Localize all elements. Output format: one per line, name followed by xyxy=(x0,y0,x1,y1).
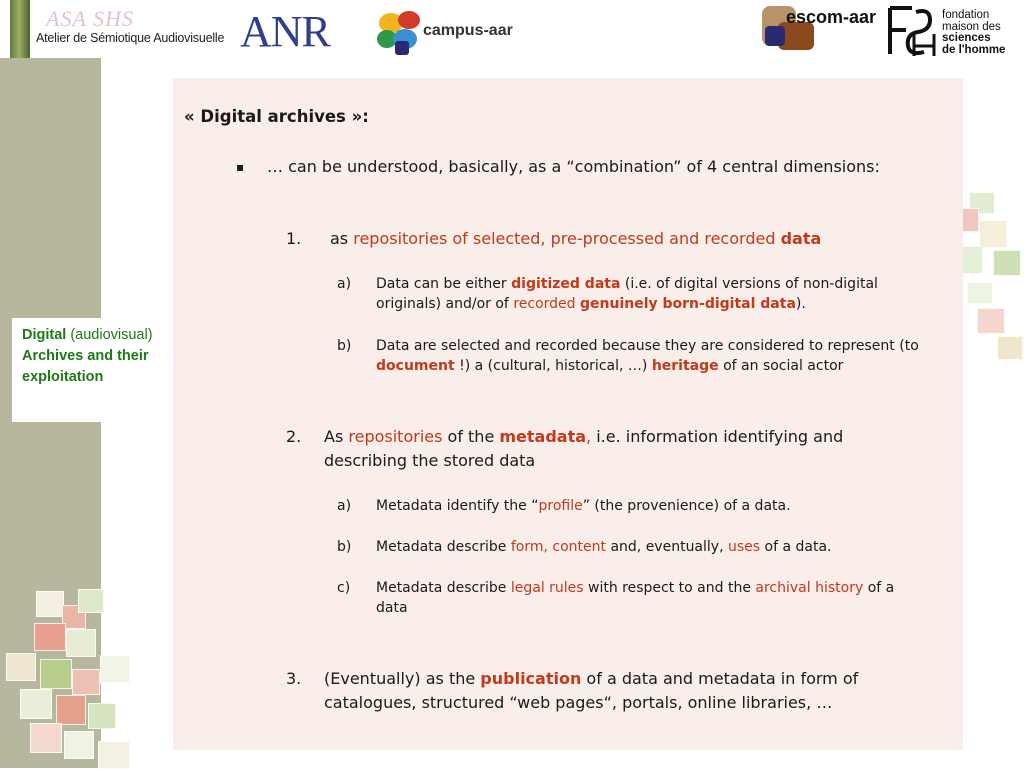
section-label-line-2: Archives and their xyxy=(22,348,149,364)
item-2-metadata: metadata xyxy=(499,427,587,446)
fmsh-line-4: de l'homme xyxy=(942,43,1006,56)
decor-square xyxy=(64,731,94,759)
item-2c-archival-history: archival history xyxy=(755,580,864,596)
item-2b-t1: Metadata describe xyxy=(376,539,511,555)
decor-square xyxy=(100,655,130,683)
item-2b-t2: and, eventually, xyxy=(606,539,728,555)
item-1b-t3: of an social actor xyxy=(718,358,844,374)
item-2b-text xyxy=(376,537,831,557)
fmsh-logo-text xyxy=(942,10,1024,56)
campus-aar-logo-text: campus-aar xyxy=(423,22,513,39)
item-1a-t5: ). xyxy=(795,296,806,312)
item-2a-profile: profile xyxy=(538,498,583,514)
item-2c-legal-rules: legal rules xyxy=(510,580,584,596)
item-2c-line-1 xyxy=(376,578,956,598)
item-2b-uses: uses xyxy=(727,539,761,555)
bullet-intro-text: … can be understood, basically, as a “combination” of 4 central dimensions: xyxy=(267,157,880,176)
decorative-squares-bottom-left xyxy=(0,585,132,768)
decorative-squares-right xyxy=(955,190,1024,360)
decor-square xyxy=(72,669,100,695)
decor-square xyxy=(34,623,66,651)
campus-aar-icon xyxy=(375,7,425,57)
fmsh-line-3: sciences xyxy=(942,32,991,44)
item-2a-letter: a) xyxy=(337,498,352,514)
bullet-marker: ▪ xyxy=(236,160,245,174)
item-2c-letter: c) xyxy=(337,580,351,596)
item-2-mid: of the xyxy=(442,427,500,446)
item-2c-t3: of a xyxy=(863,580,895,596)
item-2-text xyxy=(324,425,954,473)
item-1-accent: repositories of selected, pre-processed and recorded xyxy=(353,229,781,248)
item-1a-t3: originals) and/or of xyxy=(376,296,514,312)
decor-square xyxy=(98,741,130,769)
item-2b-t3: of a data. xyxy=(760,539,832,555)
slide-heading: « Digital archives »: xyxy=(184,107,369,126)
item-3-number: 3. xyxy=(286,669,302,688)
item-2a-t1: Metadata identify the “ xyxy=(376,498,539,514)
item-2-post: i.e. information identifying and xyxy=(591,427,844,446)
decor-square xyxy=(967,282,993,304)
item-1b-line-1: Data are selected and recorded because they are considered to represent (to xyxy=(376,338,919,354)
decor-square xyxy=(56,695,86,725)
item-1b-text xyxy=(376,336,960,376)
item-1b-letter: b) xyxy=(337,338,352,354)
decor-square xyxy=(88,703,116,729)
item-2-number: 2. xyxy=(286,427,302,446)
header-logos xyxy=(0,0,1024,62)
item-3-pre: (Eventually) as the xyxy=(324,669,481,688)
item-1-pre: as xyxy=(330,229,354,248)
asa-shs-logo xyxy=(2,0,250,58)
item-1a-recorded: recorded xyxy=(513,296,576,312)
section-label-digital: Digital xyxy=(22,327,67,343)
asa-photo-strip xyxy=(10,0,30,58)
item-1a-t2: (i.e. of digital versions of non-digital xyxy=(620,276,878,292)
item-3-publication: publication xyxy=(480,669,582,688)
decor-square xyxy=(36,591,64,617)
item-3-line-2: catalogues, structured “web pages“, portals, online libraries, … xyxy=(324,693,833,712)
decor-square xyxy=(997,336,1023,360)
section-label-box xyxy=(12,318,189,422)
item-1-text xyxy=(330,227,821,251)
decor-square xyxy=(30,723,62,753)
item-1b-document: document xyxy=(376,358,455,374)
item-2c-t2: with respect to and the xyxy=(583,580,756,596)
decor-square xyxy=(20,689,52,719)
fmsh-line-2: maison des xyxy=(942,20,1001,33)
item-1a-born-digital: genuinely born-digital data xyxy=(580,296,796,312)
decor-square xyxy=(993,250,1021,276)
section-label-line-3: exploitation xyxy=(22,369,104,385)
decor-square xyxy=(6,653,36,681)
fmsh-monogram-icon xyxy=(886,4,938,58)
decor-square xyxy=(979,220,1007,248)
item-2b-letter: b) xyxy=(337,539,352,555)
item-1-number: 1. xyxy=(286,229,302,248)
anr-logo: ANR xyxy=(240,7,330,56)
item-2a-t2: ” (the provenience) of a data. xyxy=(582,498,791,514)
item-2-repositories: repositories xyxy=(348,427,443,446)
fmsh-line-1: fondation xyxy=(942,9,990,21)
decor-square xyxy=(977,308,1005,334)
item-1a-text xyxy=(376,274,956,314)
section-label-line-1 xyxy=(22,325,179,346)
decor-square xyxy=(40,659,72,689)
item-3-line-1 xyxy=(324,667,954,691)
item-2-comma: , xyxy=(586,427,592,446)
item-2c-text xyxy=(376,578,956,618)
item-2-pre: As xyxy=(324,427,349,446)
item-2c-t1: Metadata describe xyxy=(376,580,511,596)
item-2c-line-2: data xyxy=(376,600,408,616)
item-2-line-2: describing the stored data xyxy=(324,451,536,470)
main-content-panel xyxy=(173,78,963,750)
item-1b-line-2 xyxy=(376,356,960,376)
item-1-accent-bold: data xyxy=(780,229,822,248)
section-label-audiovisual: (audiovisual) xyxy=(66,327,153,343)
decor-square xyxy=(66,629,96,657)
item-3-text xyxy=(324,667,954,715)
item-2a-text xyxy=(376,496,791,516)
item-2-line-1 xyxy=(324,425,954,449)
escom-aar-logo-text: escom-aar xyxy=(786,7,877,27)
asa-subtitle: Atelier de Sémiotique Audiovisuelle xyxy=(36,31,225,45)
item-1a-digitized: digitized data xyxy=(511,276,621,292)
decor-square xyxy=(78,589,104,613)
item-3-post: of a data and metadata in form of xyxy=(581,669,859,688)
item-1a-line-2 xyxy=(376,294,956,314)
item-1a-letter: a) xyxy=(337,276,352,292)
item-2b-form-content: form, content xyxy=(510,539,606,555)
item-1a-line-1 xyxy=(376,274,956,294)
item-1b-heritage: heritage xyxy=(651,358,719,374)
item-1a-t1: Data can be either xyxy=(376,276,512,292)
asa-logo-text: ASA SHS xyxy=(46,6,134,31)
item-1b-t2: !) a (cultural, historical, …) xyxy=(454,358,652,374)
